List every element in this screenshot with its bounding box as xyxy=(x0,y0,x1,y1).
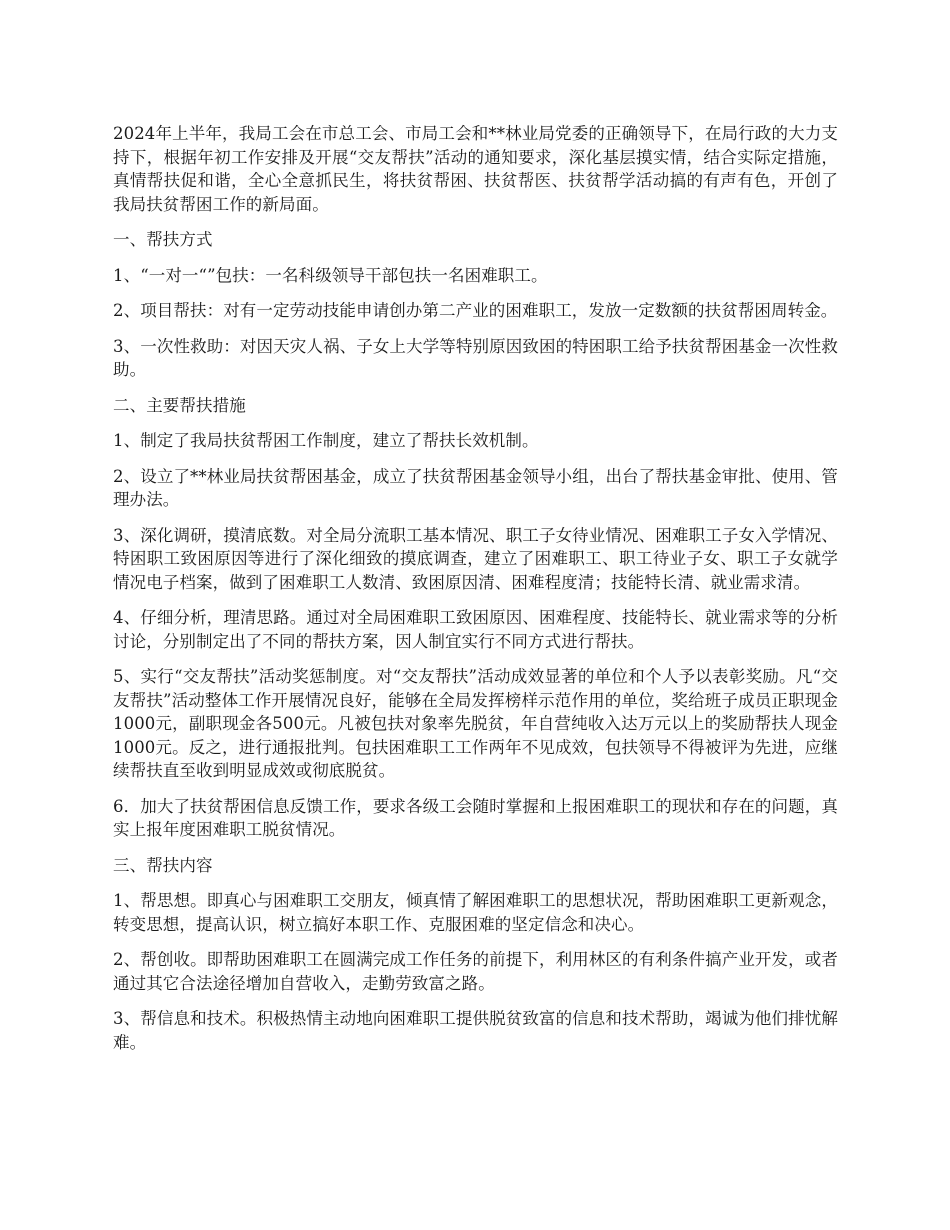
paragraph: 3、帮信息和技术。积极热情主动地向困难职工提供脱贫致富的信息和技术帮助，竭诚为他们排忧解难。 xyxy=(113,1009,838,1052)
paragraph: 2、设立了**林业局扶贫帮困基金，成立了扶贫帮困基金领导小组，出台了帮扶基金审批、使用、管理办法。 xyxy=(113,466,838,509)
document-body xyxy=(113,122,838,1066)
section-heading-content: 三、帮扶内容 xyxy=(113,855,213,875)
paragraph: 2、项目帮扶：对有一定劳动技能申请创办第二产业的困难职工，发放一定数额的扶贫帮困周转金。 xyxy=(113,301,838,320)
paragraph: 4、仔细分析，理清思路。通过对全局困难职工致困原因、困难程度、技能特长、就业需求等的分析讨论，分别制定出了不同的帮扶方案，因人制宜实行不同方式进行帮扶。 xyxy=(113,608,838,651)
section-heading-methods: 一、帮扶方式 xyxy=(113,230,213,249)
paragraph: 1、帮思想。即真心与困难职工交朋友，倾真情了解困难职工的思想状况，帮助困难职工更新观念，转变思想，提高认识，树立搞好本职工作、克服困难的坚定信念和决心。 xyxy=(113,891,838,934)
paragraph: 6．加大了扶贫帮困信息反馈工作，要求各级工会随时掌握和上报困难职工的现状和存在的问题，真实上报年度困难职工脱贫情况。 xyxy=(113,796,838,839)
paragraph: 3、深化调研，摸清底数。对全局分流职工基本情况、职工子女待业情况、困难职工子女入学情况、特困职工致困原因等进行了深化细致的摸底调查，建立了困难职工、职工待业子女、职工子女就学情况电子档案，做到了困难职工人数清、致困原因清、困难程度清；技能特长清、就业需求清。 xyxy=(113,525,838,592)
paragraph: 2、帮创收。即帮助困难职工在圆满完成工作任务的前提下，利用林区的有利条件搞产业开发，或者通过其它合法途径增加自营收入，走勤劳致富之路。 xyxy=(113,950,838,993)
paragraph: 5、实行“交友帮扶”活动奖惩制度。对“交友帮扶”活动成效显著的单位和个人予以表彰奖励。凡“交友帮扶”活动整体工作开展情况良好，能够在全局发挥榜样示范作用的单位，奖给班子成员正职现金1000元，副职现金各500元。凡被包扶对象率先脱贫，年自营纯收入达万元以上的奖励帮扶人现金1000元。反之，进行通报批判。包扶困难职工工作两年不见成效，包扶领导不得被评为先进，应继续帮扶直至收到明显成效或彻底脱贫。 xyxy=(113,667,838,780)
paragraph: 1、“一对一“”包扶：一名科级领导干部包扶一名困难职工。 xyxy=(113,265,548,285)
paragraph: 3、一次性救助：对因天灾人祸、子女上大学等特别原因致困的特困职工给予扶贫帮困基金一次性救助。 xyxy=(113,336,838,379)
section-heading-measures: 二、主要帮扶措施 xyxy=(113,395,246,415)
paragraph: 1、制定了我局扶贫帮困工作制度，建立了帮扶长效机制。 xyxy=(113,431,539,450)
intro-paragraph: 2024年上半年，我局工会在市总工会、市局工会和**林业局党委的正确领导下，在局行政的大力支持下，根据年初工作安排及开展“交友帮扶”活动的通知要求，深化基层摸实情，结合实际定措施，真情帮扶促和谐，全心全意抓民生，将扶贫帮困、扶贫帮医、扶贫帮学活动搞的有声有色，开创了我局扶贫帮困工作的新局面。 xyxy=(113,124,838,214)
